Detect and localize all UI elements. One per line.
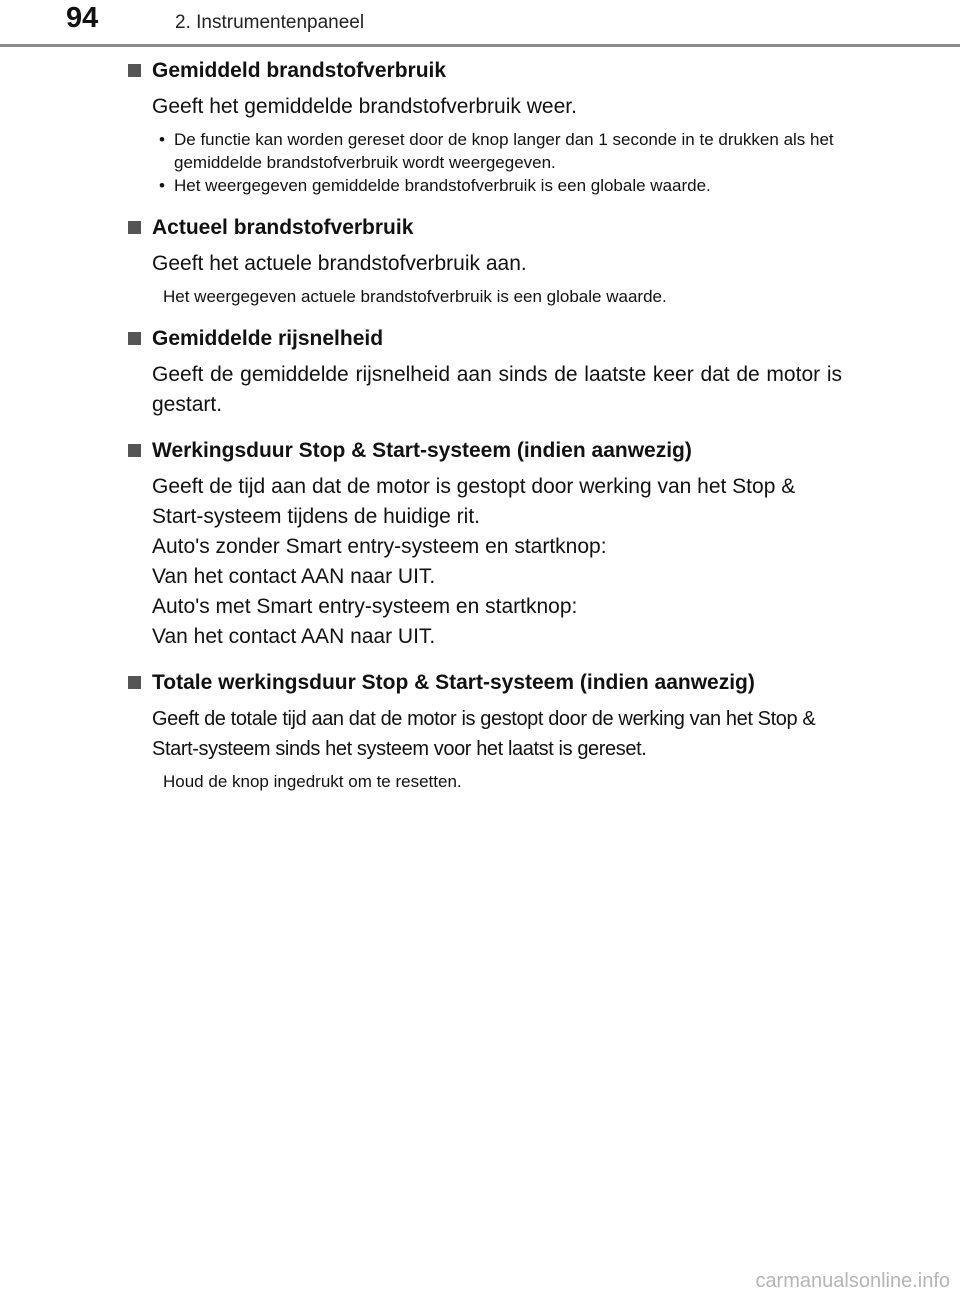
- section-title: Gemiddeld brandstofverbruik: [152, 59, 447, 82]
- section-title: Gemiddelde rijsnelheid: [152, 327, 384, 350]
- section-heading-stop-start-duration: [128, 436, 872, 466]
- square-bullet-icon: [128, 221, 141, 234]
- section-note: Houd de knop ingedrukt om te resetten.: [163, 772, 462, 791]
- square-bullet-icon: [128, 332, 141, 345]
- watermark: carmanualsonline.info: [755, 1270, 950, 1292]
- square-bullet-icon: [128, 676, 141, 689]
- section-title: Werkingsduur Stop & Start-systeem (indien aanwezig): [152, 439, 692, 462]
- section-body-line: Van het contact AAN naar UIT.: [152, 565, 436, 588]
- section-body: Geeft de totale tijd aan dat de motor is gestopt door de werking van het Stop & Start-systeem sinds het systeem voor het laatst is gereset.: [152, 708, 816, 760]
- section-body-line: Geeft de tijd aan dat de motor is gestopt door werking van het Stop & Start-systeem tijdens de huidige rit.: [152, 475, 796, 528]
- list-item: [159, 128, 846, 174]
- square-bullet-icon: [128, 64, 141, 77]
- page-header: [0, 0, 960, 46]
- section-body-line: Van het contact AAN naar UIT.: [152, 625, 436, 648]
- page-content: [0, 56, 960, 793]
- section-body: Geeft de gemiddelde rijsnelheid aan sinds de laatste keer dat de motor is gestart.: [152, 363, 842, 416]
- list-item-text: Het weergegeven gemiddelde brandstofverbruik is een globale waarde.: [174, 176, 711, 195]
- section-heading-average-fuel: [128, 56, 872, 86]
- section-note: Het weergegeven actuele brandstofverbruik is een globale waarde.: [163, 287, 667, 306]
- section-heading-average-speed: [128, 324, 872, 354]
- bullet-dot-icon: •: [159, 176, 165, 195]
- bullet-list: [0, 128, 960, 197]
- section-body-line: Auto's zonder Smart entry-systeem en startknop:: [152, 535, 607, 558]
- section-title: Actueel brandstofverbruik: [152, 216, 414, 239]
- section-body-line: Auto's met Smart entry-systeem en startknop:: [152, 595, 578, 618]
- square-bullet-icon: [128, 444, 141, 457]
- list-item-text: De functie kan worden gereset door de knop langer dan 1 seconde in te drukken als het gemiddelde brandstofverbruik wordt weergegeven.: [174, 130, 834, 172]
- chapter-title: 2. Instrumentenpaneel: [175, 12, 365, 33]
- section-title: Totale werkingsduur Stop & Start-systeem (indien aanwezig): [152, 671, 755, 694]
- section-heading-current-fuel: [128, 213, 872, 243]
- list-item: [159, 174, 846, 197]
- section-heading-total-stop-start-duration: [128, 668, 872, 698]
- header-divider: [0, 44, 960, 47]
- section-body: Geeft het gemiddelde brandstofverbruik weer.: [152, 95, 577, 118]
- page-number: 94: [66, 2, 99, 34]
- section-body: Geeft het actuele brandstofverbruik aan.: [152, 252, 527, 275]
- bullet-dot-icon: •: [159, 130, 165, 149]
